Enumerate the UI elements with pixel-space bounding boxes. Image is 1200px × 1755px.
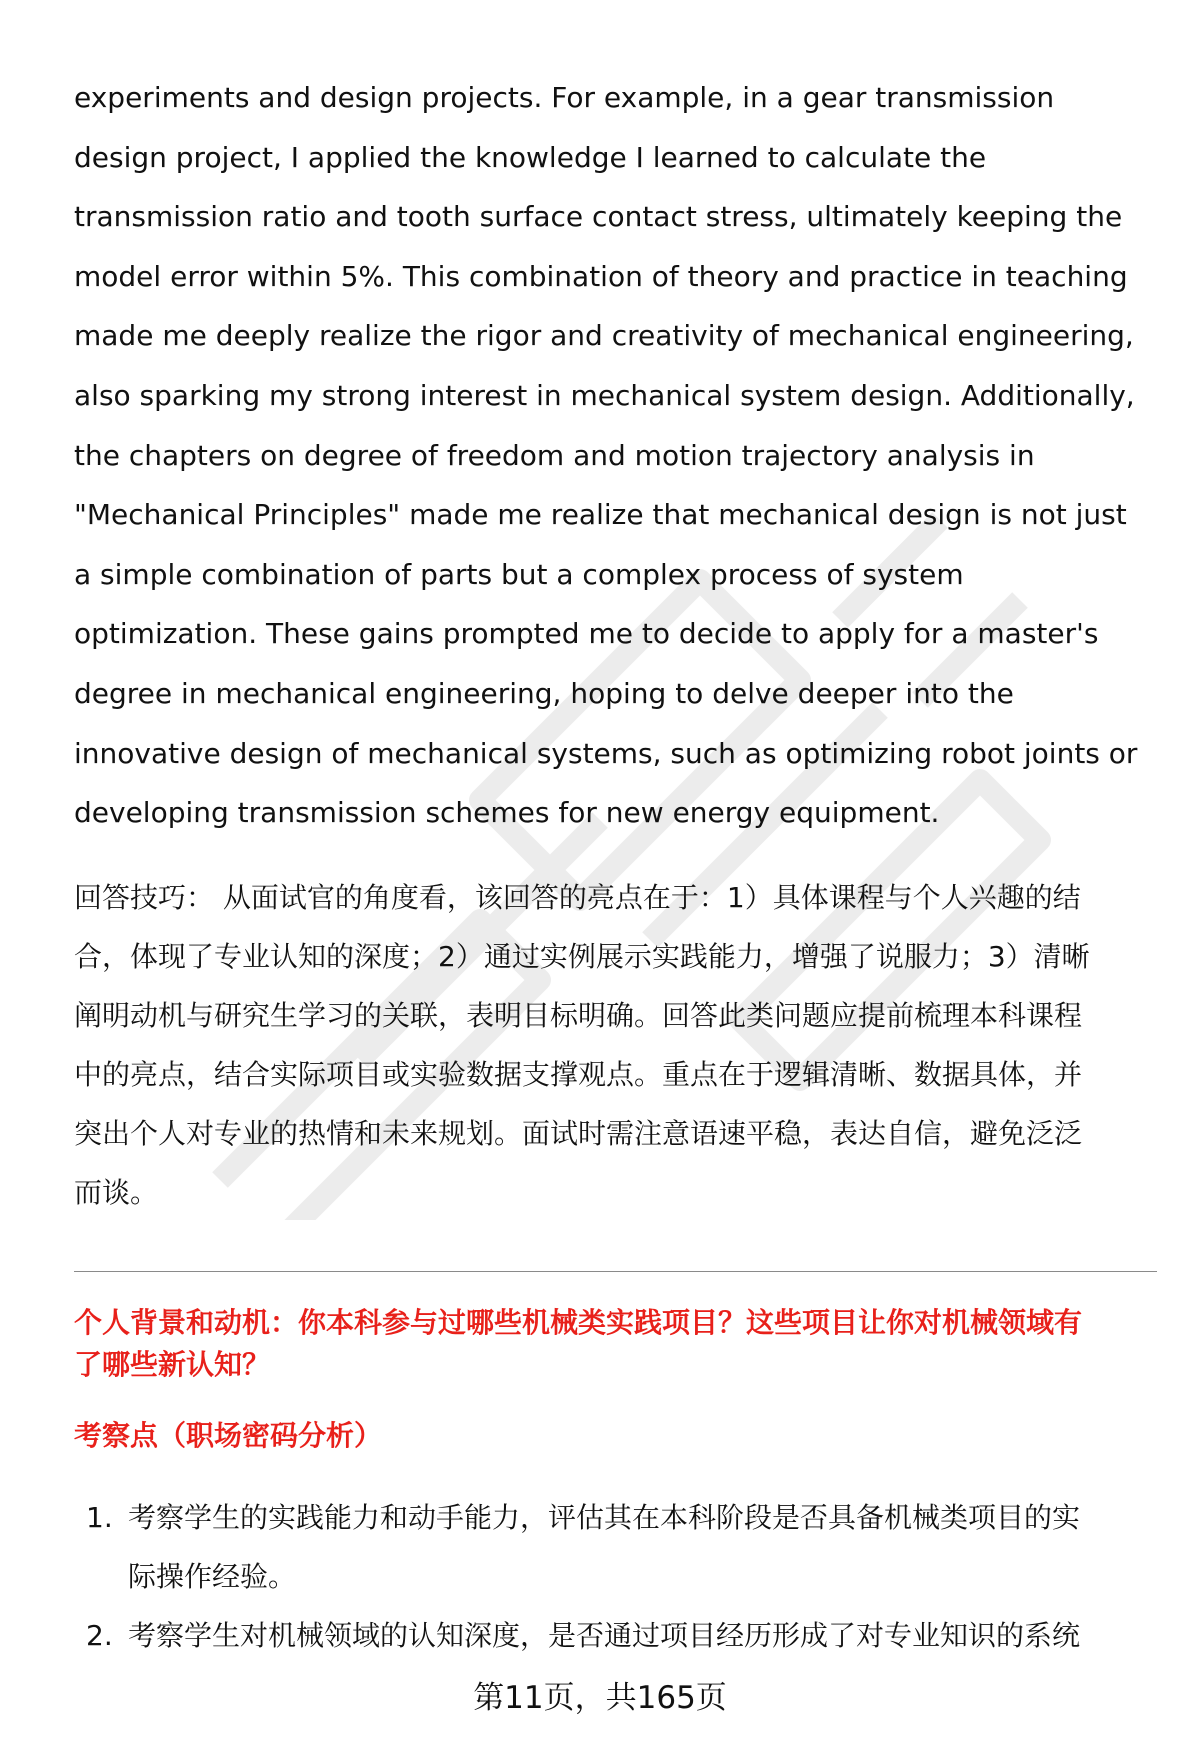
question-line: 了哪些新认知？	[74, 1348, 271, 1381]
english-paragraph	[74, 68, 1154, 843]
paragraph-line: the chapters on degree of freedom and motion trajectory analysis in	[74, 438, 1035, 472]
list-item-line: 考察学生对机械领域的认知深度，是否通过项目经历形成了对专业知识的系统	[128, 1619, 1081, 1652]
assessment-list	[74, 1488, 1164, 1665]
list-item-line: 际操作经验。	[128, 1560, 297, 1593]
tips-line: 回答技巧： 从面试官的角度看，该回答的亮点在于：1）具体课程与个人兴趣的结	[74, 881, 1081, 914]
page-number-footer: 第11页，共165页	[473, 1680, 727, 1716]
paragraph-line: innovative design of mechanical systems, such as optimizing robot joints or	[74, 736, 1138, 770]
assessment-heading: 考察点（职场密码分析）	[74, 1419, 383, 1452]
paragraph-line: optimization. These gains prompted me to decide to apply for a master's	[74, 617, 1099, 651]
list-item	[74, 1606, 1164, 1665]
list-item	[74, 1488, 1164, 1606]
list-item-line: 考察学生的实践能力和动手能力，评估其在本科阶段是否具备机械类项目的实	[128, 1501, 1081, 1534]
tips-line: 中的亮点，结合实际项目或实验数据支撑观点。重点在于逻辑清晰、数据具体，并	[74, 1058, 1083, 1091]
tips-line: 阐明动机与研究生学习的关联，表明目标明确。回答此类问题应提前梳理本科课程	[74, 999, 1083, 1032]
section-divider	[74, 1271, 1157, 1272]
paragraph-line: degree in mechanical engineering, hoping to delve deeper into the	[74, 676, 1014, 710]
paragraph-line: also sparking my strong interest in mechanical system design. Additionally,	[74, 378, 1135, 412]
paragraph-line: transmission ratio and tooth surface contact stress, ultimately keeping the	[74, 200, 1123, 234]
list-item-number: 1.	[86, 1501, 113, 1534]
paragraph-line: model error within 5%. This combination of theory and practice in teaching	[74, 259, 1128, 293]
paragraph-line: developing transmission schemes for new energy equipment.	[74, 796, 940, 830]
question-line: 个人背景和动机：你本科参与过哪些机械类实践项目？这些项目让你对机械领域有	[74, 1306, 1083, 1339]
question-heading	[74, 1302, 1154, 1386]
tips-line: 突出个人对专业的热情和未来规划。面试时需注意语速平稳，表达自信，避免泛泛	[74, 1117, 1083, 1150]
paragraph-line: made me deeply realize the rigor and creativity of mechanical engineering,	[74, 319, 1134, 353]
list-item-number: 2.	[86, 1619, 113, 1652]
paragraph-line: "Mechanical Principles" made me realize that mechanical design is not just	[74, 498, 1127, 532]
paragraph-line: a simple combination of parts but a complex process of system	[74, 557, 964, 591]
tips-line: 合，体现了专业认知的深度；2）通过实例展示实践能力，增强了说服力；3）清晰	[74, 940, 1090, 973]
paragraph-line: design project, I applied the knowledge I learned to calculate the	[74, 140, 987, 174]
tips-line: 而谈。	[74, 1176, 159, 1209]
paragraph-line: experiments and design projects. For example, in a gear transmission	[74, 81, 1055, 114]
answer-tips-paragraph	[74, 868, 1154, 1222]
